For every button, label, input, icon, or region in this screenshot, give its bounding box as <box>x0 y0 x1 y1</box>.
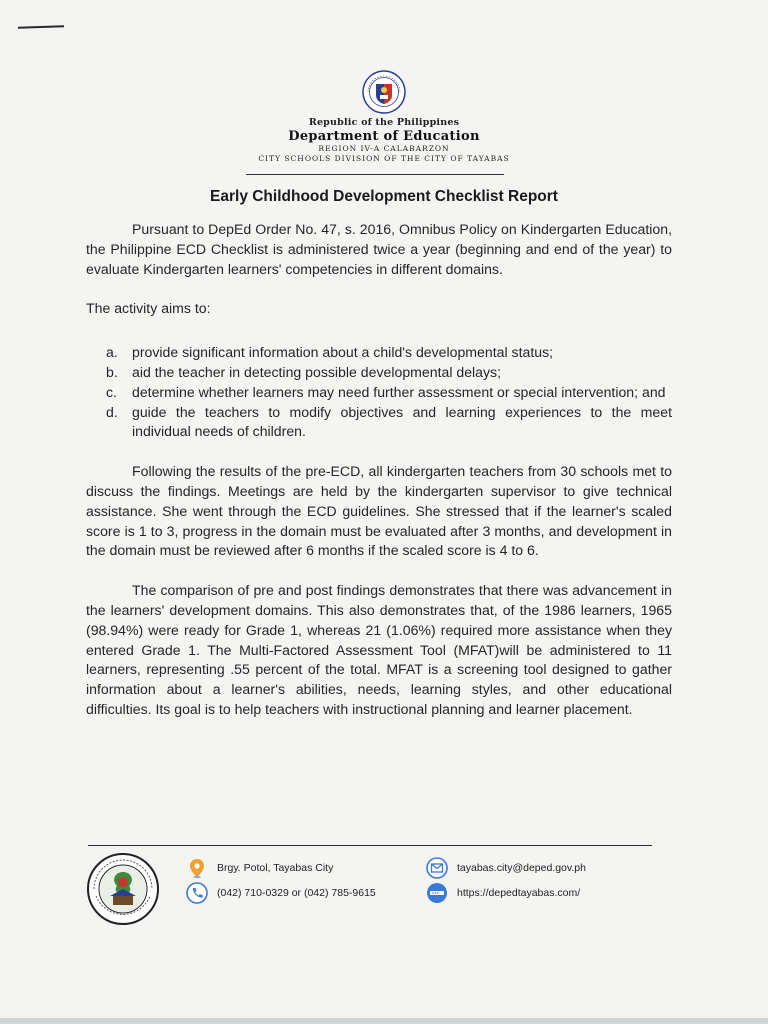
intro-paragraph: Pursuant to DepEd Order No. 47, s. 2016, Omnibus Policy on Kindergarten Education, the Philippine ECD Checklist is administered twice a year (beginning and end of the year) to evaluate Kindergarten learners' competencies in different domains. <box>86 221 672 277</box>
location-pin-icon <box>186 857 208 879</box>
contact-website[interactable] <box>426 882 580 904</box>
contact-email[interactable] <box>426 857 586 879</box>
website-link[interactable]: https://depedtayabas.com/ <box>457 887 581 899</box>
region-line: REGION IV-A CALABARZON <box>318 144 450 153</box>
list-item <box>106 383 672 403</box>
header-divider <box>246 174 504 175</box>
aims-list <box>106 343 672 442</box>
contact-phone <box>186 882 376 904</box>
phone-text: (042) 710-0329 or (042) 785-9615 <box>217 887 376 899</box>
list-text: guide the teachers to modify objectives and learning experiences to the meet individual needs of children. <box>132 403 672 440</box>
phone-icon <box>186 882 208 904</box>
email-link[interactable]: tayabas.city@deped.gov.ph <box>457 862 586 874</box>
list-text: provide significant information about a child's developmental status; <box>132 344 554 361</box>
report-body <box>86 220 672 720</box>
address-text: Brgy. Potol, Tayabas City <box>217 862 334 874</box>
scan-mark <box>18 25 64 29</box>
footer-divider <box>88 845 652 846</box>
department-name: Department of Education <box>288 129 480 144</box>
report-title: Early Childhood Development Checklist Report <box>210 188 558 205</box>
list-item <box>106 363 672 383</box>
division-line: CITY SCHOOLS DIVISION OF THE CITY OF TAYABAS <box>258 154 510 163</box>
list-marker: c. <box>106 383 117 400</box>
deped-seal-icon <box>362 70 406 114</box>
list-item <box>106 343 672 363</box>
list-item <box>106 403 672 443</box>
list-marker: b. <box>106 363 118 380</box>
email-icon <box>426 857 448 879</box>
web-icon <box>426 882 448 904</box>
comparison-paragraph: The comparison of pre and post findings demonstrates that there was advancement in the learners' development domains. This also demonstrates that, of the 1986 learners, 1965 (98.94%) were ready for Grade 1, whereas 21 (1.06%) required more assistance when they entered Grade 1. The Multi-Factored Assessment Tool (MFAT)will be administered to 11 learners, representing .55 percent of the total. MFAT is a screening tool designed to gather information about a learner's abilities, needs, learning styles, and other educational difficulties. Its goal is to help teachers with instructional planning and learner placement. <box>86 582 672 717</box>
aims-intro: The activity aims to: <box>86 300 211 317</box>
list-text: determine whether learners may need further assessment or special intervention; and <box>132 383 666 400</box>
list-marker: a. <box>106 344 118 361</box>
contact-address <box>186 857 333 879</box>
list-text: aid the teacher in detecting possible developmental delays; <box>132 363 502 380</box>
letterhead <box>0 70 768 164</box>
division-logo-icon <box>86 852 160 926</box>
findings-paragraph: Following the results of the pre-ECD, all kindergarten teachers from 30 schools met to discuss the findings. Meetings are held by the kindergarten supervisor to give technical assistance. She went through the ECD guidelines. She stressed that if the learner's scaled score is 1 to 3, progress in the domain must be evaluated after 3 months, and development in the domain must be reviewed after 6 months if the scaled score is 4 to 6. <box>86 463 672 559</box>
republic-line: Republic of the Philippines <box>308 117 460 128</box>
scan-edge <box>0 1018 768 1024</box>
list-marker: d. <box>106 403 118 420</box>
